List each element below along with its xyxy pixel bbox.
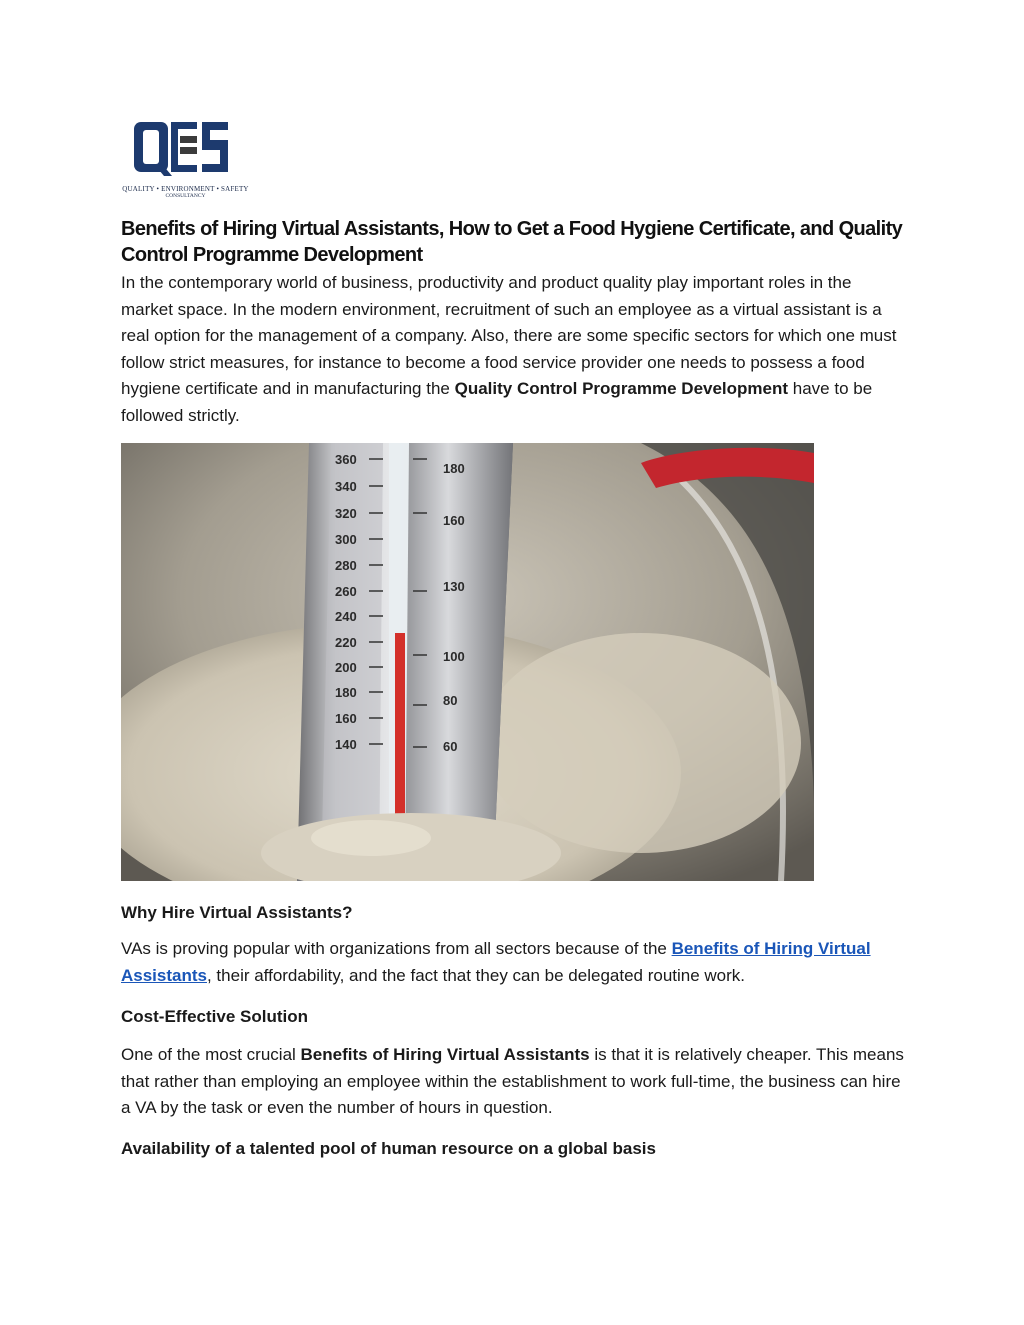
scale-right-80: 80 bbox=[443, 693, 458, 708]
scale-right-60: 60 bbox=[443, 739, 458, 754]
benefits-link[interactable]: Benefits of Hiring Virtual Assistants bbox=[121, 939, 871, 985]
heading-why-hire: Why Hire Virtual Assistants? bbox=[121, 903, 353, 922]
candy-thermometer-in-pot-photo bbox=[121, 443, 814, 881]
scale-left-300: 300 bbox=[335, 532, 357, 547]
scale-left-180: 180 bbox=[335, 685, 357, 700]
cost-text-end: is that it is relatively cheaper. This means that rather than employing an employee within the establishment to work full-time, the business can hire a VA by the task or even the number of hours in question. bbox=[121, 1045, 904, 1117]
intro-paragraph bbox=[121, 270, 906, 429]
scale-right-100: 100 bbox=[443, 649, 465, 664]
scale-left-260: 260 bbox=[335, 584, 357, 599]
page-title: Benefits of Hiring Virtual Assistants, How to Get a Food Hygiene Certificate, and Quality Control Programme Development bbox=[121, 218, 903, 266]
intro-text-end: have to be followed strictly. bbox=[121, 379, 873, 425]
qes-logo-icon bbox=[118, 114, 253, 184]
why-text-end: , their affordability, and the fact that they can be delegated routine work. bbox=[206, 965, 746, 985]
scale-left-200: 200 bbox=[335, 660, 357, 675]
scale-left-360: 360 bbox=[335, 452, 357, 467]
scale-left-280: 280 bbox=[335, 558, 357, 573]
scale-left-220: 220 bbox=[335, 635, 357, 650]
heading-cost-effective: Cost-Effective Solution bbox=[121, 1007, 309, 1026]
company-logo bbox=[118, 114, 253, 202]
scale-left-240: 240 bbox=[335, 609, 357, 624]
thermometer-photo bbox=[121, 443, 814, 881]
heading-availability: Availability of a talented pool of human resource on a global basis bbox=[121, 1139, 656, 1158]
logo-subline: CONSULTANCY bbox=[165, 193, 206, 199]
intro-text: In the contemporary world of business, productivity and product quality play important roles in the market space. In the modern environment, recruitment of such an employee as a virtual assistant is a real option for the management of a company. Also, there are some specific sectors for which one must follow strict measures, for instance to become a food service provider one needs to possess a food hygiene certificate and in manufacturing the bbox=[121, 273, 897, 398]
scale-left-140: 140 bbox=[335, 737, 357, 752]
scale-right-180: 180 bbox=[443, 461, 465, 476]
scale-right-130: 130 bbox=[443, 579, 465, 594]
logo-tagline: QUALITY • ENVIRONMENT • SAFETY bbox=[122, 185, 249, 193]
scale-right-160: 160 bbox=[443, 513, 465, 528]
why-paragraph bbox=[121, 936, 906, 989]
scale-left-160: 160 bbox=[335, 711, 357, 726]
intro-bold-term: Quality Control Programme Development bbox=[454, 379, 789, 398]
scale-left-320: 320 bbox=[335, 506, 357, 521]
why-text: VAs is proving popular with organizations from all sectors because of the bbox=[121, 939, 672, 958]
scale-left-340: 340 bbox=[335, 479, 357, 494]
cost-paragraph bbox=[121, 1042, 906, 1122]
cost-bold-term: Benefits of Hiring Virtual Assistants bbox=[300, 1045, 590, 1064]
cost-text: One of the most crucial bbox=[121, 1045, 301, 1064]
